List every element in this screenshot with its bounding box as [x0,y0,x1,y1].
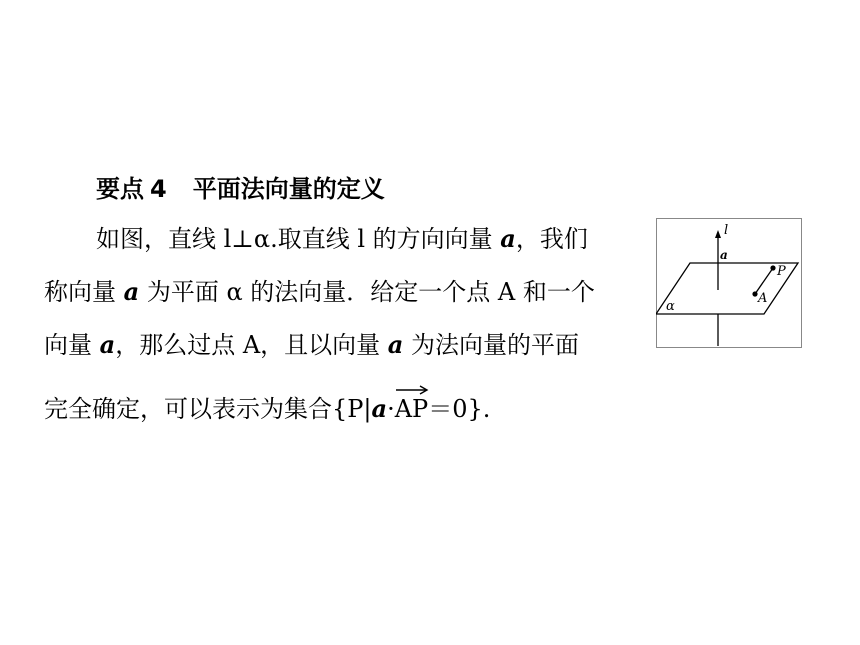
heading-number: 4 [150,175,167,203]
vector-a: a [387,330,404,359]
text-span: 称向量 [44,278,124,306]
text-span: ，我们 [515,225,588,253]
paragraph-line-4 [44,394,490,424]
label-l: l [724,223,729,238]
vector-a: a [99,330,116,359]
figure-border [657,219,802,348]
vector-a: a [371,394,388,423]
vector-a: a [500,224,516,253]
point-a [752,291,757,296]
text-span: 如图，直线 l⊥α.取直线 l 的方向向量 [96,225,501,253]
text-span: 为法向量的平面 [403,331,579,359]
label-alpha: α [666,299,675,314]
point-p [770,265,775,270]
vector-ap [395,394,428,424]
heading-label: 要点 [96,175,144,203]
paragraph-line-2 [44,277,595,307]
section-heading [96,169,385,204]
dot-operator: · [387,395,395,423]
text-span: ＝0}. [428,395,491,423]
paragraph-line-1 [96,224,588,254]
text-span: 为平面 α 的法向量．给定一个点 A 和一个 [139,278,595,306]
text-span: 完全确定，可以表示为集合{P| [44,395,372,423]
label-a-point: A [758,291,768,306]
plane-normal-figure [656,218,802,348]
label-a: a [720,248,728,262]
arrowhead-icon [715,230,721,238]
label-p: P [777,264,786,279]
vector-ap-label: AP [394,395,429,423]
vector-arrow-icon [395,384,429,396]
paragraph-line-3 [44,330,579,360]
vector-a: a [123,277,140,306]
heading-title: 平面法向量的定义 [192,175,385,203]
text-span: 向量 [44,331,100,359]
figure-diagram [656,218,802,348]
text-span: ，那么过点 A，且以向量 [115,331,388,359]
